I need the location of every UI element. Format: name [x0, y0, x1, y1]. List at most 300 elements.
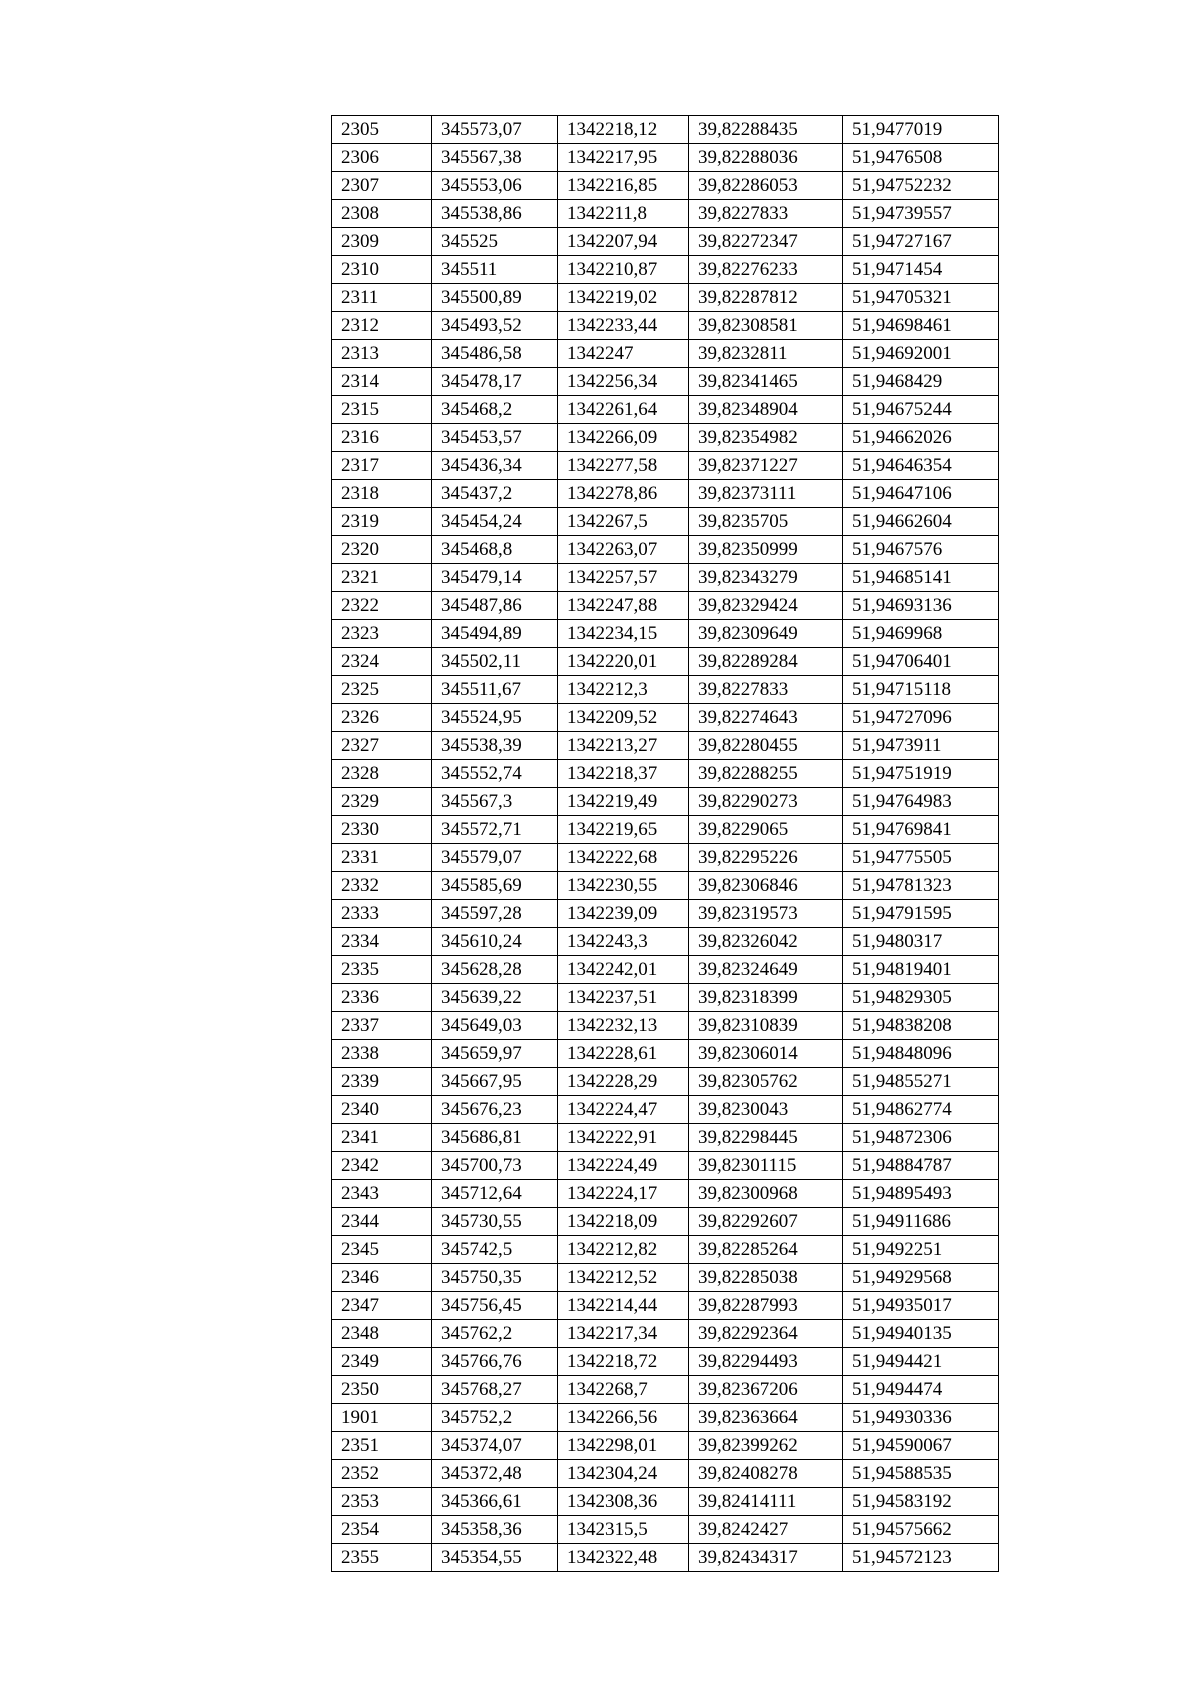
longitude-cell: 51,94791595: [843, 900, 999, 928]
point-id-cell: 2329: [332, 788, 432, 816]
point-id-cell: 2339: [332, 1068, 432, 1096]
x-coordinate-cell: 345742,5: [432, 1236, 558, 1264]
point-id-cell: 2313: [332, 340, 432, 368]
point-id-cell: 2355: [332, 1544, 432, 1572]
point-id-cell: 2325: [332, 676, 432, 704]
longitude-cell: 51,9477019: [843, 116, 999, 144]
latitude-cell: 39,82298445: [689, 1124, 843, 1152]
table-row: [332, 312, 999, 340]
longitude-cell: 51,94662604: [843, 508, 999, 536]
point-id-cell: 2309: [332, 228, 432, 256]
table-row: [332, 116, 999, 144]
point-id-cell: 2337: [332, 1012, 432, 1040]
x-coordinate-cell: 345366,61: [432, 1488, 558, 1516]
table-row: [332, 564, 999, 592]
point-id-cell: 2306: [332, 144, 432, 172]
longitude-cell: 51,94872306: [843, 1124, 999, 1152]
x-coordinate-cell: 345500,89: [432, 284, 558, 312]
table-row: [332, 900, 999, 928]
y-coordinate-cell: 1342228,61: [558, 1040, 689, 1068]
y-coordinate-cell: 1342239,09: [558, 900, 689, 928]
y-coordinate-cell: 1342242,01: [558, 956, 689, 984]
longitude-cell: 51,94855271: [843, 1068, 999, 1096]
y-coordinate-cell: 1342304,24: [558, 1460, 689, 1488]
longitude-cell: 51,94727096: [843, 704, 999, 732]
longitude-cell: 51,94838208: [843, 1012, 999, 1040]
longitude-cell: 51,94739557: [843, 200, 999, 228]
y-coordinate-cell: 1342218,72: [558, 1348, 689, 1376]
longitude-cell: 51,9468429: [843, 368, 999, 396]
latitude-cell: 39,82309649: [689, 620, 843, 648]
longitude-cell: 51,94764983: [843, 788, 999, 816]
y-coordinate-cell: 1342217,34: [558, 1320, 689, 1348]
y-coordinate-cell: 1342247: [558, 340, 689, 368]
latitude-cell: 39,8242427: [689, 1516, 843, 1544]
latitude-cell: 39,82371227: [689, 452, 843, 480]
table-row: [332, 1348, 999, 1376]
coordinates-table-body: [332, 116, 999, 1572]
longitude-cell: 51,94769841: [843, 816, 999, 844]
y-coordinate-cell: 1342222,91: [558, 1124, 689, 1152]
longitude-cell: 51,94588535: [843, 1460, 999, 1488]
longitude-cell: 51,94781323: [843, 872, 999, 900]
x-coordinate-cell: 345572,71: [432, 816, 558, 844]
latitude-cell: 39,82308581: [689, 312, 843, 340]
x-coordinate-cell: 345493,52: [432, 312, 558, 340]
point-id-cell: 2349: [332, 1348, 432, 1376]
table-row: [332, 256, 999, 284]
table-row: [332, 368, 999, 396]
y-coordinate-cell: 1342228,29: [558, 1068, 689, 1096]
table-row: [332, 1068, 999, 1096]
point-id-cell: 2333: [332, 900, 432, 928]
point-id-cell: 2347: [332, 1292, 432, 1320]
latitude-cell: 39,82295226: [689, 844, 843, 872]
point-id-cell: 1901: [332, 1404, 432, 1432]
latitude-cell: 39,82272347: [689, 228, 843, 256]
point-id-cell: 2311: [332, 284, 432, 312]
table-row: [332, 1544, 999, 1572]
point-id-cell: 2343: [332, 1180, 432, 1208]
table-row: [332, 872, 999, 900]
latitude-cell: 39,82408278: [689, 1460, 843, 1488]
latitude-cell: 39,82301115: [689, 1152, 843, 1180]
point-id-cell: 2310: [332, 256, 432, 284]
longitude-cell: 51,9476508: [843, 144, 999, 172]
longitude-cell: 51,94706401: [843, 648, 999, 676]
table-row: [332, 396, 999, 424]
x-coordinate-cell: 345676,23: [432, 1096, 558, 1124]
y-coordinate-cell: 1342261,64: [558, 396, 689, 424]
y-coordinate-cell: 1342234,15: [558, 620, 689, 648]
longitude-cell: 51,94930336: [843, 1404, 999, 1432]
longitude-cell: 51,94775505: [843, 844, 999, 872]
table-row: [332, 1012, 999, 1040]
point-id-cell: 2352: [332, 1460, 432, 1488]
y-coordinate-cell: 1342220,01: [558, 648, 689, 676]
table-row: [332, 200, 999, 228]
longitude-cell: 51,94715118: [843, 676, 999, 704]
longitude-cell: 51,94819401: [843, 956, 999, 984]
point-id-cell: 2338: [332, 1040, 432, 1068]
latitude-cell: 39,82354982: [689, 424, 843, 452]
x-coordinate-cell: 345712,64: [432, 1180, 558, 1208]
y-coordinate-cell: 1342219,65: [558, 816, 689, 844]
table-row: [332, 340, 999, 368]
point-id-cell: 2342: [332, 1152, 432, 1180]
y-coordinate-cell: 1342266,56: [558, 1404, 689, 1432]
longitude-cell: 51,94705321: [843, 284, 999, 312]
point-id-cell: 2320: [332, 536, 432, 564]
table-row: [332, 704, 999, 732]
point-id-cell: 2318: [332, 480, 432, 508]
latitude-cell: 39,8229065: [689, 816, 843, 844]
longitude-cell: 51,94575662: [843, 1516, 999, 1544]
x-coordinate-cell: 345610,24: [432, 928, 558, 956]
y-coordinate-cell: 1342322,48: [558, 1544, 689, 1572]
x-coordinate-cell: 345511,67: [432, 676, 558, 704]
longitude-cell: 51,94884787: [843, 1152, 999, 1180]
longitude-cell: 51,94698461: [843, 312, 999, 340]
y-coordinate-cell: 1342218,37: [558, 760, 689, 788]
table-row: [332, 1180, 999, 1208]
table-row: [332, 1208, 999, 1236]
latitude-cell: 39,82319573: [689, 900, 843, 928]
latitude-cell: 39,82434317: [689, 1544, 843, 1572]
point-id-cell: 2353: [332, 1488, 432, 1516]
y-coordinate-cell: 1342308,36: [558, 1488, 689, 1516]
point-id-cell: 2316: [332, 424, 432, 452]
x-coordinate-cell: 345502,11: [432, 648, 558, 676]
longitude-cell: 51,94692001: [843, 340, 999, 368]
y-coordinate-cell: 1342267,5: [558, 508, 689, 536]
y-coordinate-cell: 1342243,3: [558, 928, 689, 956]
longitude-cell: 51,94940135: [843, 1320, 999, 1348]
latitude-cell: 39,82329424: [689, 592, 843, 620]
table-row: [332, 648, 999, 676]
table-row: [332, 928, 999, 956]
point-id-cell: 2335: [332, 956, 432, 984]
table-row: [332, 1404, 999, 1432]
latitude-cell: 39,82414111: [689, 1488, 843, 1516]
y-coordinate-cell: 1342209,52: [558, 704, 689, 732]
point-id-cell: 2336: [332, 984, 432, 1012]
table-row: [332, 1460, 999, 1488]
x-coordinate-cell: 345524,95: [432, 704, 558, 732]
y-coordinate-cell: 1342210,87: [558, 256, 689, 284]
longitude-cell: 51,94911686: [843, 1208, 999, 1236]
latitude-cell: 39,82294493: [689, 1348, 843, 1376]
x-coordinate-cell: 345479,14: [432, 564, 558, 592]
y-coordinate-cell: 1342219,02: [558, 284, 689, 312]
latitude-cell: 39,82305762: [689, 1068, 843, 1096]
y-coordinate-cell: 1342211,8: [558, 200, 689, 228]
x-coordinate-cell: 345486,58: [432, 340, 558, 368]
table-row: [332, 536, 999, 564]
table-row: [332, 1488, 999, 1516]
x-coordinate-cell: 345538,39: [432, 732, 558, 760]
latitude-cell: 39,82288255: [689, 760, 843, 788]
x-coordinate-cell: 345573,07: [432, 116, 558, 144]
y-coordinate-cell: 1342212,3: [558, 676, 689, 704]
x-coordinate-cell: 345766,76: [432, 1348, 558, 1376]
table-row: [332, 480, 999, 508]
y-coordinate-cell: 1342224,49: [558, 1152, 689, 1180]
point-id-cell: 2317: [332, 452, 432, 480]
x-coordinate-cell: 345553,06: [432, 172, 558, 200]
latitude-cell: 39,8227833: [689, 200, 843, 228]
x-coordinate-cell: 345567,3: [432, 788, 558, 816]
longitude-cell: 51,94848096: [843, 1040, 999, 1068]
x-coordinate-cell: 345437,2: [432, 480, 558, 508]
table-row: [332, 1320, 999, 1348]
y-coordinate-cell: 1342298,01: [558, 1432, 689, 1460]
x-coordinate-cell: 345468,2: [432, 396, 558, 424]
y-coordinate-cell: 1342212,52: [558, 1264, 689, 1292]
y-coordinate-cell: 1342257,57: [558, 564, 689, 592]
x-coordinate-cell: 345597,28: [432, 900, 558, 928]
point-id-cell: 2319: [332, 508, 432, 536]
table-row: [332, 620, 999, 648]
longitude-cell: 51,9471454: [843, 256, 999, 284]
point-id-cell: 2326: [332, 704, 432, 732]
latitude-cell: 39,82286053: [689, 172, 843, 200]
coordinates-table: [331, 115, 999, 1572]
table-row: [332, 732, 999, 760]
latitude-cell: 39,82306014: [689, 1040, 843, 1068]
longitude-cell: 51,94662026: [843, 424, 999, 452]
latitude-cell: 39,82310839: [689, 1012, 843, 1040]
latitude-cell: 39,82341465: [689, 368, 843, 396]
x-coordinate-cell: 345585,69: [432, 872, 558, 900]
x-coordinate-cell: 345374,07: [432, 1432, 558, 1460]
table-row: [332, 816, 999, 844]
table-row: [332, 1516, 999, 1544]
latitude-cell: 39,82292607: [689, 1208, 843, 1236]
latitude-cell: 39,82326042: [689, 928, 843, 956]
x-coordinate-cell: 345667,95: [432, 1068, 558, 1096]
point-id-cell: 2312: [332, 312, 432, 340]
longitude-cell: 51,94727167: [843, 228, 999, 256]
table-row: [332, 1152, 999, 1180]
y-coordinate-cell: 1342278,86: [558, 480, 689, 508]
latitude-cell: 39,82288435: [689, 116, 843, 144]
longitude-cell: 51,94675244: [843, 396, 999, 424]
table-row: [332, 1376, 999, 1404]
point-id-cell: 2324: [332, 648, 432, 676]
point-id-cell: 2305: [332, 116, 432, 144]
x-coordinate-cell: 345752,2: [432, 1404, 558, 1432]
point-id-cell: 2354: [332, 1516, 432, 1544]
x-coordinate-cell: 345478,17: [432, 368, 558, 396]
point-id-cell: 2341: [332, 1124, 432, 1152]
y-coordinate-cell: 1342214,44: [558, 1292, 689, 1320]
point-id-cell: 2315: [332, 396, 432, 424]
y-coordinate-cell: 1342224,17: [558, 1180, 689, 1208]
y-coordinate-cell: 1342247,88: [558, 592, 689, 620]
longitude-cell: 51,94583192: [843, 1488, 999, 1516]
point-id-cell: 2334: [332, 928, 432, 956]
x-coordinate-cell: 345372,48: [432, 1460, 558, 1488]
x-coordinate-cell: 345649,03: [432, 1012, 558, 1040]
latitude-cell: 39,82324649: [689, 956, 843, 984]
y-coordinate-cell: 1342219,49: [558, 788, 689, 816]
longitude-cell: 51,9480317: [843, 928, 999, 956]
point-id-cell: 2307: [332, 172, 432, 200]
table-row: [332, 1264, 999, 1292]
x-coordinate-cell: 345686,81: [432, 1124, 558, 1152]
y-coordinate-cell: 1342268,7: [558, 1376, 689, 1404]
latitude-cell: 39,82373111: [689, 480, 843, 508]
latitude-cell: 39,82285038: [689, 1264, 843, 1292]
x-coordinate-cell: 345768,27: [432, 1376, 558, 1404]
y-coordinate-cell: 1342222,68: [558, 844, 689, 872]
table-row: [332, 984, 999, 1012]
latitude-cell: 39,82348904: [689, 396, 843, 424]
longitude-cell: 51,94572123: [843, 1544, 999, 1572]
y-coordinate-cell: 1342224,47: [558, 1096, 689, 1124]
latitude-cell: 39,82350999: [689, 536, 843, 564]
table-row: [332, 844, 999, 872]
point-id-cell: 2330: [332, 816, 432, 844]
point-id-cell: 2345: [332, 1236, 432, 1264]
latitude-cell: 39,82274643: [689, 704, 843, 732]
latitude-cell: 39,82280455: [689, 732, 843, 760]
point-id-cell: 2322: [332, 592, 432, 620]
longitude-cell: 51,94647106: [843, 480, 999, 508]
table-row: [332, 228, 999, 256]
table-row: [332, 144, 999, 172]
longitude-cell: 51,94862774: [843, 1096, 999, 1124]
x-coordinate-cell: 345454,24: [432, 508, 558, 536]
table-row: [332, 284, 999, 312]
x-coordinate-cell: 345628,28: [432, 956, 558, 984]
x-coordinate-cell: 345639,22: [432, 984, 558, 1012]
x-coordinate-cell: 345525: [432, 228, 558, 256]
x-coordinate-cell: 345579,07: [432, 844, 558, 872]
latitude-cell: 39,82288036: [689, 144, 843, 172]
longitude-cell: 51,9494421: [843, 1348, 999, 1376]
longitude-cell: 51,9467576: [843, 536, 999, 564]
x-coordinate-cell: 345468,8: [432, 536, 558, 564]
point-id-cell: 2348: [332, 1320, 432, 1348]
point-id-cell: 2308: [332, 200, 432, 228]
table-row: [332, 508, 999, 536]
table-row: [332, 424, 999, 452]
table-row: [332, 172, 999, 200]
x-coordinate-cell: 345756,45: [432, 1292, 558, 1320]
y-coordinate-cell: 1342218,12: [558, 116, 689, 144]
point-id-cell: 2340: [332, 1096, 432, 1124]
latitude-cell: 39,8227833: [689, 676, 843, 704]
table-row: [332, 956, 999, 984]
y-coordinate-cell: 1342218,09: [558, 1208, 689, 1236]
x-coordinate-cell: 345453,57: [432, 424, 558, 452]
y-coordinate-cell: 1342212,82: [558, 1236, 689, 1264]
table-row: [332, 452, 999, 480]
point-id-cell: 2351: [332, 1432, 432, 1460]
y-coordinate-cell: 1342216,85: [558, 172, 689, 200]
x-coordinate-cell: 345538,86: [432, 200, 558, 228]
latitude-cell: 39,82287812: [689, 284, 843, 312]
point-id-cell: 2344: [332, 1208, 432, 1236]
latitude-cell: 39,8235705: [689, 508, 843, 536]
y-coordinate-cell: 1342266,09: [558, 424, 689, 452]
x-coordinate-cell: 345700,73: [432, 1152, 558, 1180]
latitude-cell: 39,82367206: [689, 1376, 843, 1404]
longitude-cell: 51,94829305: [843, 984, 999, 1012]
longitude-cell: 51,94751919: [843, 760, 999, 788]
latitude-cell: 39,82306846: [689, 872, 843, 900]
table-row: [332, 1096, 999, 1124]
longitude-cell: 51,94929568: [843, 1264, 999, 1292]
latitude-cell: 39,82300968: [689, 1180, 843, 1208]
latitude-cell: 39,82290273: [689, 788, 843, 816]
latitude-cell: 39,82285264: [689, 1236, 843, 1264]
latitude-cell: 39,82289284: [689, 648, 843, 676]
point-id-cell: 2346: [332, 1264, 432, 1292]
x-coordinate-cell: 345750,35: [432, 1264, 558, 1292]
y-coordinate-cell: 1342207,94: [558, 228, 689, 256]
y-coordinate-cell: 1342237,51: [558, 984, 689, 1012]
longitude-cell: 51,94752232: [843, 172, 999, 200]
latitude-cell: 39,82292364: [689, 1320, 843, 1348]
x-coordinate-cell: 345567,38: [432, 144, 558, 172]
x-coordinate-cell: 345436,34: [432, 452, 558, 480]
x-coordinate-cell: 345358,36: [432, 1516, 558, 1544]
latitude-cell: 39,82318399: [689, 984, 843, 1012]
latitude-cell: 39,8232811: [689, 340, 843, 368]
table-row: [332, 1236, 999, 1264]
table-row: [332, 788, 999, 816]
table-row: [332, 676, 999, 704]
x-coordinate-cell: 345552,74: [432, 760, 558, 788]
point-id-cell: 2332: [332, 872, 432, 900]
point-id-cell: 2323: [332, 620, 432, 648]
longitude-cell: 51,94935017: [843, 1292, 999, 1320]
x-coordinate-cell: 345487,86: [432, 592, 558, 620]
point-id-cell: 2321: [332, 564, 432, 592]
table-row: [332, 1040, 999, 1068]
point-id-cell: 2331: [332, 844, 432, 872]
y-coordinate-cell: 1342230,55: [558, 872, 689, 900]
latitude-cell: 39,82287993: [689, 1292, 843, 1320]
longitude-cell: 51,9492251: [843, 1236, 999, 1264]
longitude-cell: 51,94646354: [843, 452, 999, 480]
y-coordinate-cell: 1342213,27: [558, 732, 689, 760]
latitude-cell: 39,8230043: [689, 1096, 843, 1124]
point-id-cell: 2327: [332, 732, 432, 760]
point-id-cell: 2350: [332, 1376, 432, 1404]
y-coordinate-cell: 1342217,95: [558, 144, 689, 172]
table-row: [332, 1432, 999, 1460]
y-coordinate-cell: 1342315,5: [558, 1516, 689, 1544]
latitude-cell: 39,82399262: [689, 1432, 843, 1460]
table-row: [332, 1124, 999, 1152]
x-coordinate-cell: 345511: [432, 256, 558, 284]
longitude-cell: 51,94693136: [843, 592, 999, 620]
table-row: [332, 1292, 999, 1320]
longitude-cell: 51,94895493: [843, 1180, 999, 1208]
x-coordinate-cell: 345762,2: [432, 1320, 558, 1348]
longitude-cell: 51,9494474: [843, 1376, 999, 1404]
y-coordinate-cell: 1342256,34: [558, 368, 689, 396]
x-coordinate-cell: 345730,55: [432, 1208, 558, 1236]
y-coordinate-cell: 1342232,13: [558, 1012, 689, 1040]
longitude-cell: 51,9473911: [843, 732, 999, 760]
latitude-cell: 39,82363664: [689, 1404, 843, 1432]
y-coordinate-cell: 1342233,44: [558, 312, 689, 340]
